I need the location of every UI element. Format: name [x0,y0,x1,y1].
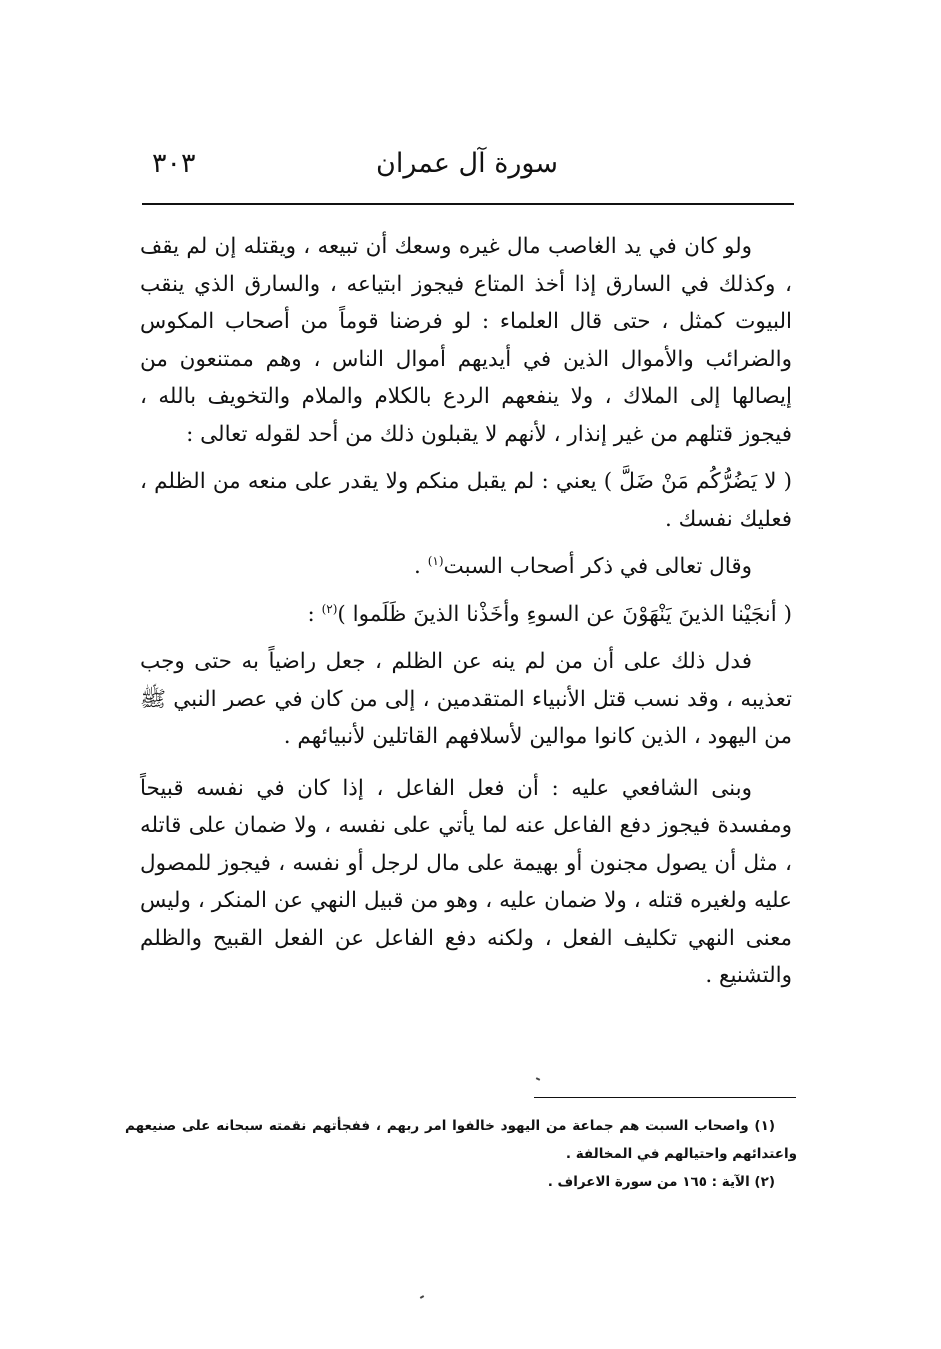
scan-speck [536,1077,540,1081]
header-rule [142,203,794,205]
footnote-rule [534,1097,796,1098]
paragraph-3-end: . [414,554,428,579]
paragraph-3 [140,548,792,586]
paragraph-4-end: : [307,601,322,627]
paragraph-5: فدل ذلك على أن من لم ينه عن الظلم ، جعل راضياً به حتى وجب تعذيبه ، وقد نسب قتل الأنبياء المتقدمين ، إلى من كان في عصر النبي ﷺ من اليهود ، الذين كانوا موالين لأسلافهم القاتلين لأنبيائهم . [140,649,792,749]
paragraph-6: وبنى الشافعي عليه : أن فعل الفاعل ، إذا كان في نفسه قبيحاً ومفسدة فيجوز دفع الفاعل عنه لما يأتي على نفسه ، ولا ضمان على قاتله ، مثل أن يصول مجنون أو بهيمة على مال لرجل أو نفسه ، فيجوز للمصول عليه ولغيره قتله ، ولا ضمان عليه ، وهو من قبيل النهي عن المنكر ، وليس معنى النهي تكليف الفعل ، ولكنه دفع الفاعل عن الفعل القبيح والظلم والتشنيع . [140,775,792,988]
footnote-1: (١) واصحاب السبت هم جماعة من اليهود خالفوا امر ربهم ، ففجأتهم نقمته سبحانه على صنيعهم واعتدائهم واحتيالهم في المخالفة . [125,1118,797,1162]
paragraph-2: ( لا يَضُرُّكُم مَنْ ضَلَّ ) يعني : لم يقبل منكم ولا يقدر على منعه من الظلم ، فعليك نفسك . [140,469,792,532]
footnotes [125,1112,797,1196]
scan-speck [420,1295,424,1299]
footnote-2: (٢) الآية : ١٦٥ من سورة الاعراف . [547,1174,775,1190]
paragraph-3-text: وقال تعالى في ذكر أصحاب السبت [443,554,752,579]
page-number: ٣٠٣ [152,148,196,179]
footnote-ref-1: (١) [427,553,444,568]
verse-text: ( أنجَيْنا الذينَ يَنْهَوْنَ عن السوءِ وأخَذْنا الذينَ ظَلَموا ) [337,601,792,627]
paragraph-1: ولو كان في يد الغاصب مال غيره وسعك أن تبيعه ، ويقتله إن لم يقف ، وكذلك في السارق إذا أخذ المتاع فيجوز ابتياعه ، والسارق الذي ينقب البيوت كمثل ، حتى قال العلماء : لو فرضنا قوماً من أصحاب المكوس والضرائب والأموال الذين في أيديهم أموال الناس ، وهم ممتنعون من إيصالها إلى الملاك ، ولا ينفعهم الردع بالكلام والملام والتخويف بالله ، فيجوز قتلهم من غير إنذار ، لأنهم لا يقبلون ذلك من أحد لقوله تعالى : [140,234,792,447]
page-header [142,148,792,188]
footnote-ref-2: (٢) [321,601,338,616]
running-title: سورة آل عمران [376,148,558,179]
paragraph-4 [140,596,792,634]
body-text [140,228,792,995]
